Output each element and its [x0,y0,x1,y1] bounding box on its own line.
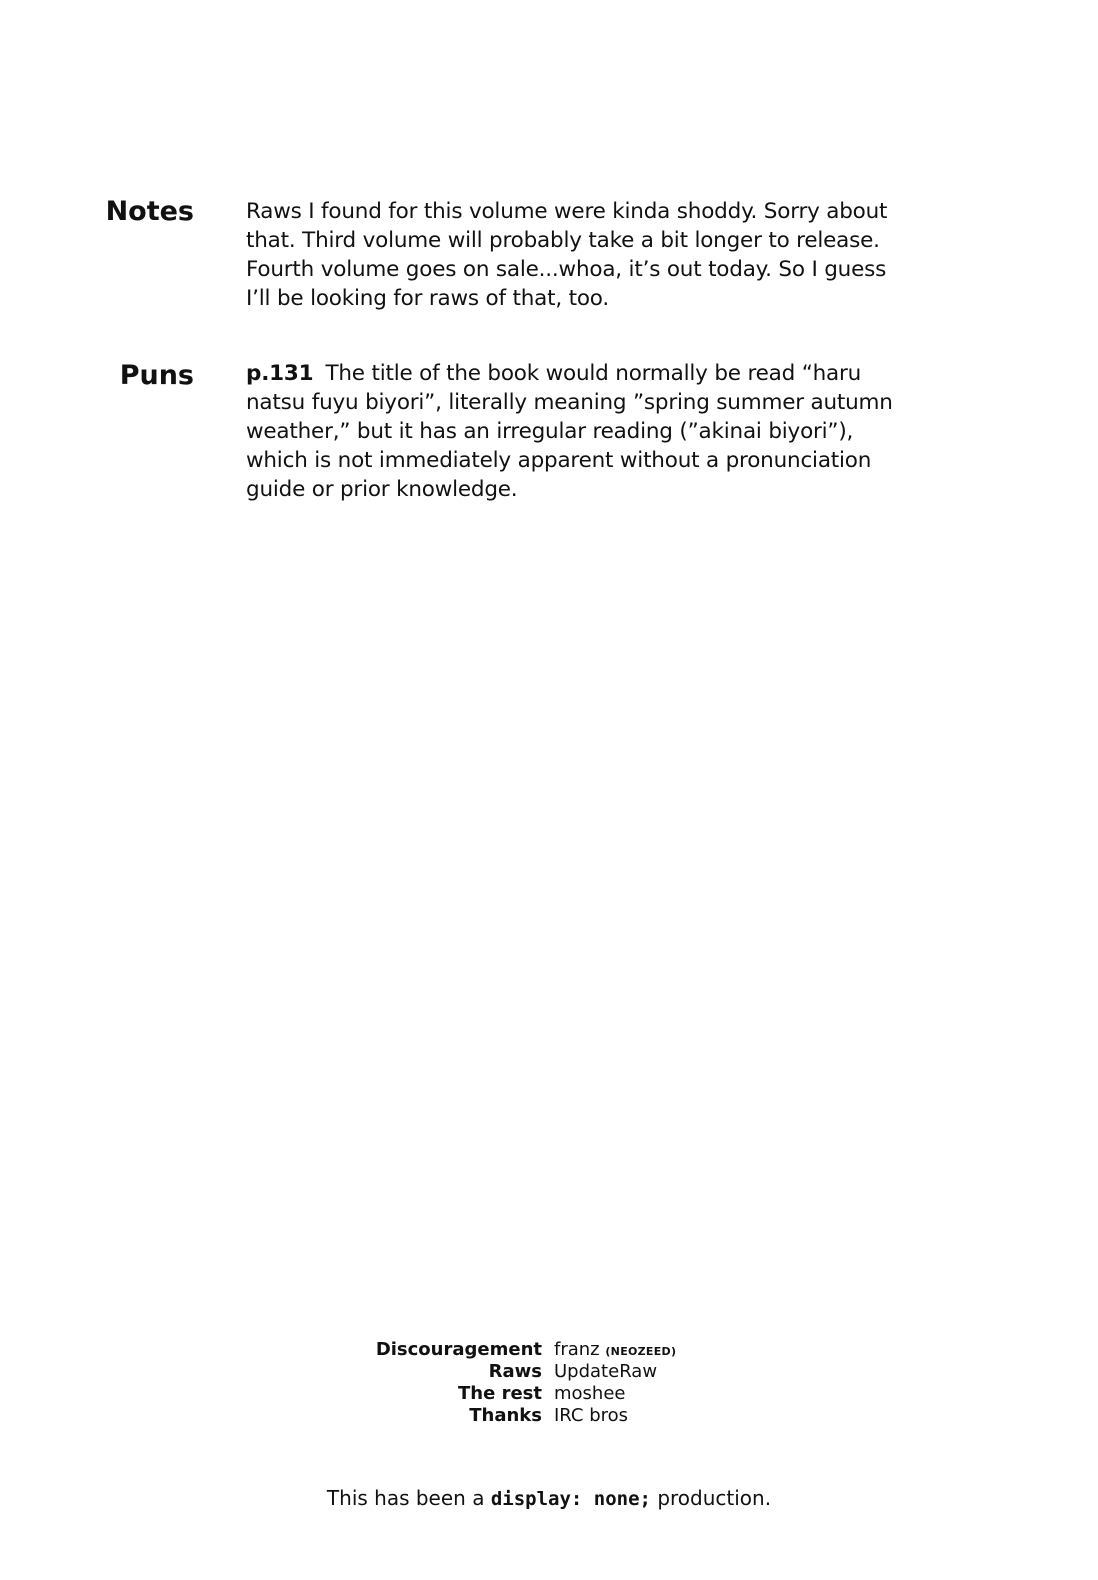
credit-name: moshee [554,1383,626,1404]
credit-row [0,1405,1098,1427]
credit-name-note: (NEOZEED) [605,1345,677,1358]
credit-name: UpdateRaw [554,1361,658,1382]
credit-role: Discouragement [375,1339,542,1360]
footer-prefix: This has been a [326,1486,485,1510]
pun-item [246,359,906,504]
credit-name-text: franz [554,1339,600,1360]
credit-role: Thanks [469,1405,542,1426]
credit-role: Raws [488,1361,542,1382]
footer-tagline [0,1486,1098,1511]
credit-name: IRC bros [554,1405,629,1426]
credit-row [0,1361,1098,1383]
pun-page-ref: p.131 [246,361,314,386]
credit-row [0,1383,1098,1405]
credit-name [554,1339,676,1363]
footer-suffix: production. [657,1486,772,1510]
pun-text: The title of the book would normally be read “haru natsu fuyu biyori”, literally meaning ”spring summer autumn weather,” but it has an irregular reading (”akinai biyori”), which is not immediately apparent without a pronunciation guide or prior knowledge. [246,361,893,502]
credit-role: The rest [458,1383,542,1404]
notes-heading: Notes [105,196,194,227]
credit-row [0,1339,1098,1361]
notes-text: Raws I found for this volume were kinda shoddy. Sorry about that. Third volume will probably take a bit longer to release. Fourth volume goes on sale...whoa, it’s out today. So I guess I’ll be looking for raws of that, too. [246,199,888,311]
footer-code: display: none; [490,1488,651,1510]
puns-heading: Puns [119,360,194,391]
